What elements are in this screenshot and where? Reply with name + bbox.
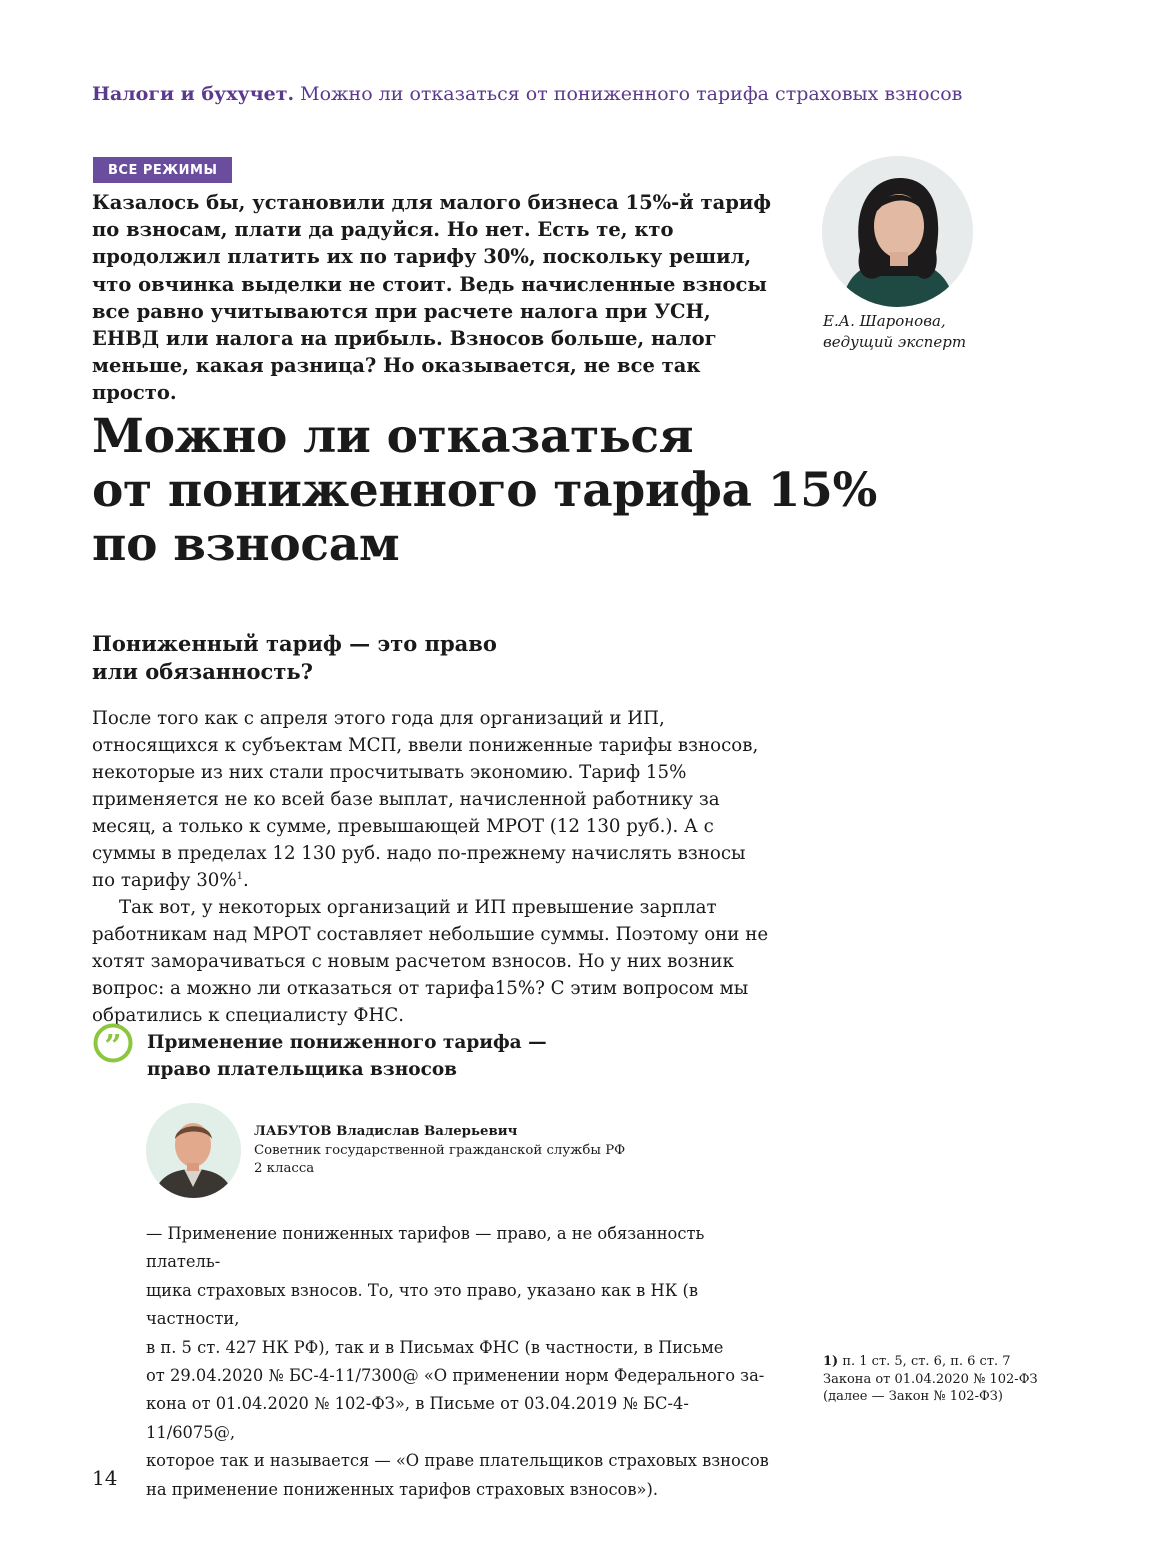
quote-heading-line: право плательщика взносов bbox=[147, 1059, 458, 1080]
author-photo bbox=[822, 156, 973, 307]
regime-tag: ВСЕ РЕЖИМЫ bbox=[93, 157, 232, 183]
author-role: ведущий эксперт bbox=[823, 333, 967, 351]
interview-line: щика страховых взносов. То, что это право, указано как в НК (в частности, bbox=[146, 1280, 699, 1329]
subheading-line: или обязанность? bbox=[92, 659, 313, 684]
body-text bbox=[92, 705, 770, 1029]
title-line: по взносам bbox=[92, 517, 400, 572]
running-header bbox=[92, 83, 962, 105]
section-subheading bbox=[92, 630, 692, 686]
author-caption bbox=[823, 311, 966, 353]
quote-icon bbox=[93, 1023, 133, 1063]
quote-heading bbox=[147, 1029, 647, 1083]
footnote-line: Закона от 01.04.2020 № 102-ФЗ bbox=[823, 1371, 1038, 1387]
expert-portrait-icon bbox=[146, 1103, 241, 1198]
article-title bbox=[92, 410, 992, 572]
running-title: Можно ли отказаться от пониженного тарифа страховых взносов bbox=[300, 83, 963, 105]
body-paragraph: Так вот, у некоторых организаций и ИП превышение зарплат работникам над МРОТ составляет небольшие суммы. Поэтому они не хотят заморачиваться с новым расчетом взносов. Но у них возник вопрос: а можно ли отказаться от тарифа15%? С этим вопросом мы обратились к специалисту ФНС. bbox=[92, 897, 769, 1026]
interview-text bbox=[146, 1220, 776, 1504]
footnote-number: 1) bbox=[823, 1354, 839, 1369]
body-paragraph bbox=[92, 705, 770, 894]
interview-line: — Применение пониженных тарифов — право, а не обязанность платель- bbox=[146, 1224, 705, 1272]
expert-name: ЛАБУТОВ Владислав Валерьевич bbox=[254, 1124, 518, 1139]
interview-line: кона от 01.04.2020 № 102-ФЗ», в Письме от 03.04.2019 № БС-4-11/6075@, bbox=[146, 1394, 689, 1442]
title-line: Можно ли отказаться bbox=[92, 409, 694, 464]
footnote-line bbox=[823, 1353, 1038, 1371]
interview-line: которое так и называется — «О праве плательщиков страховых взносов bbox=[146, 1451, 769, 1471]
paragraph-text: После того как с апреля этого года для организаций и ИП, относящихся к субъектам МСП, ввели пониженные тарифы взносов, некоторые из них стали просчитывать экономию. Тариф 15% применяется не ко всей базе выплат, начисленной работнику за месяц, а только к сумме, превышающей МРОТ (12 130 руб.). А с суммы в пределах 12 130 руб. надо по-прежнему начислять взносы по тарифу 30% bbox=[92, 708, 759, 891]
interview-line: на применение пониженных тарифов страховых взносов»). bbox=[146, 1479, 659, 1499]
author-portrait-icon bbox=[822, 156, 973, 307]
lead-paragraph: Казалось бы, установили для малого бизнеса 15%-й тариф по взносам, плати да радуйся. Но нет. Есть те, кто продолжил платить их по тарифу 30%, поскольку решил, что овчинка выделки не стоит. Ведь начисленные взносы все равно учитываются при расчете налога при УСН, ЕНВД или налога на прибыль. Взносов больше, налог меньше, какая разница? Но оказывается, не все так просто. bbox=[92, 191, 771, 405]
interview-line: от 29.04.2020 № БС-4-11/7300@ «О применении норм Федерального за- bbox=[146, 1366, 765, 1386]
expert-title: 2 класса bbox=[254, 1161, 315, 1176]
page-number: 14 bbox=[92, 1466, 118, 1490]
expert-info bbox=[254, 1123, 625, 1179]
section-name: Налоги и бухучет. bbox=[92, 83, 295, 105]
paragraph-end: . bbox=[243, 870, 249, 891]
footnote-text: п. 1 ст. 5, ст. 6, п. 6 ст. 7 bbox=[842, 1354, 1011, 1369]
title-line: от пониженного тарифа 15% bbox=[92, 463, 877, 518]
interview-line: в п. 5 ст. 427 НК РФ), так и в Письмах ФНС (в частности, в Письме bbox=[146, 1337, 724, 1357]
footnote-line: (далее — Закон № 102-ФЗ) bbox=[823, 1389, 1003, 1404]
svg-text:”: ” bbox=[104, 1029, 122, 1063]
quote-heading-line: Применение пониженного тарифа — bbox=[147, 1032, 547, 1053]
author-name: Е.А. Шаронова, bbox=[823, 312, 946, 330]
footnote-ref[interactable]: 1 bbox=[236, 870, 244, 882]
footnote bbox=[823, 1353, 1038, 1406]
expert-photo bbox=[146, 1103, 241, 1198]
subheading-line: Пониженный тариф — это право bbox=[92, 631, 497, 656]
expert-title: Советник государственной гражданской службы РФ bbox=[254, 1142, 626, 1158]
